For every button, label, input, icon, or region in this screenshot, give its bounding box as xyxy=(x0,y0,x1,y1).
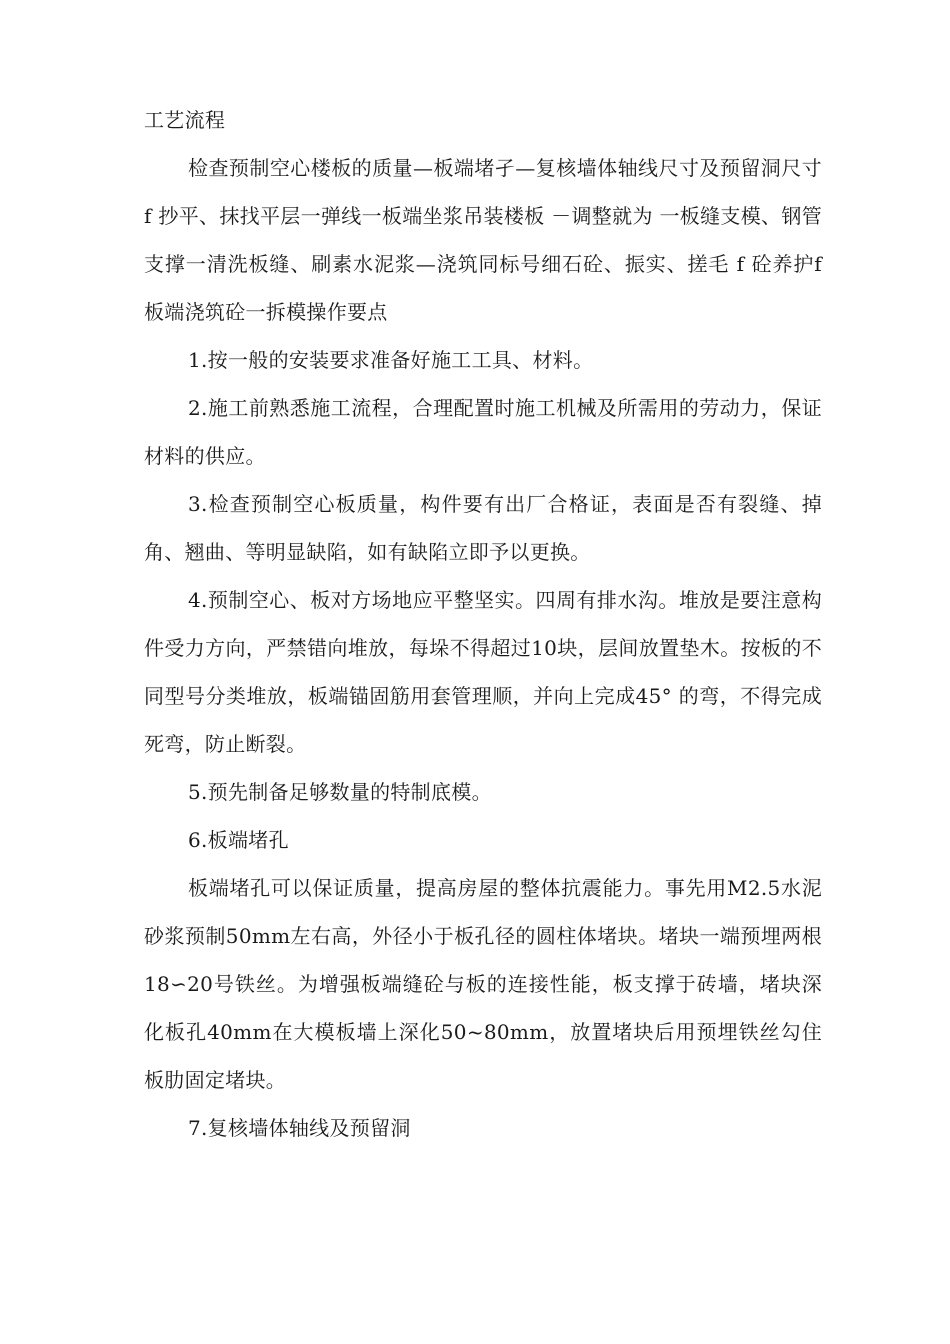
step-1-paragraph: 1.按一般的安装要求准备好施工工具、材料。 xyxy=(188,348,594,372)
step-2-paragraph: 2.施工前熟悉施工流程，合理配置时施工机械及所需用的劳动力，保证材料的供应。 xyxy=(144,396,822,468)
step-4-paragraph: 4.预制空心、板对方场地应平整坚实。四周有排水沟。堆放是要注意构件受力方向，严禁错向堆放，每垛不得超过10块，层间放置垫木。按板的不同型号分类堆放，板端锚固筋用套管理顺，并向上完成45° 的弯，不得完成死弯，防止断裂。 xyxy=(144,588,822,756)
section-heading: 工艺流程 xyxy=(144,108,226,132)
step-3-paragraph: 3.检查预制空心板质量，构件要有出厂合格证，表面是否有裂缝、掉角、翘曲、等明显缺陷，如有缺陷立即予以更换。 xyxy=(144,492,822,564)
step-6-heading: 6.板端堵孔 xyxy=(188,828,289,852)
step-7-heading: 7.复核墙体轴线及预留洞 xyxy=(188,1116,411,1140)
document-body xyxy=(144,96,822,1152)
step-6-body-paragraph: 板端堵孔可以保证质量，提高房屋的整体抗震能力。事先用M2.5水泥砂浆预制50mm左右高，外径小于板孔径的圆柱体堵块。堵块一端预埋两根18∽20号铁丝。为增强板端缝砼与板的连接性能，板支撑于砖墙，堵块深化板孔40mm在大模板墙上深化50~80mm，放置堵块后用预埋铁丝勾住板肋固定堵块。 xyxy=(144,876,822,1092)
process-flow-paragraph: 检查预制空心楼板的质量—板端堵孑—复核墙体轴线尺寸及预留洞尺寸f 抄平、抹找平层一弹线一板端坐浆吊装楼板 －调整就为 一板缝支模、钢管支撑一清洗板缝、刷素水泥浆—浇筑同标号细石砼、振实、搓毛 f 砼养护f板端浇筑砼一拆模操作要点 xyxy=(144,156,822,324)
step-5-paragraph: 5.预先制备足够数量的特制底模。 xyxy=(188,780,492,804)
